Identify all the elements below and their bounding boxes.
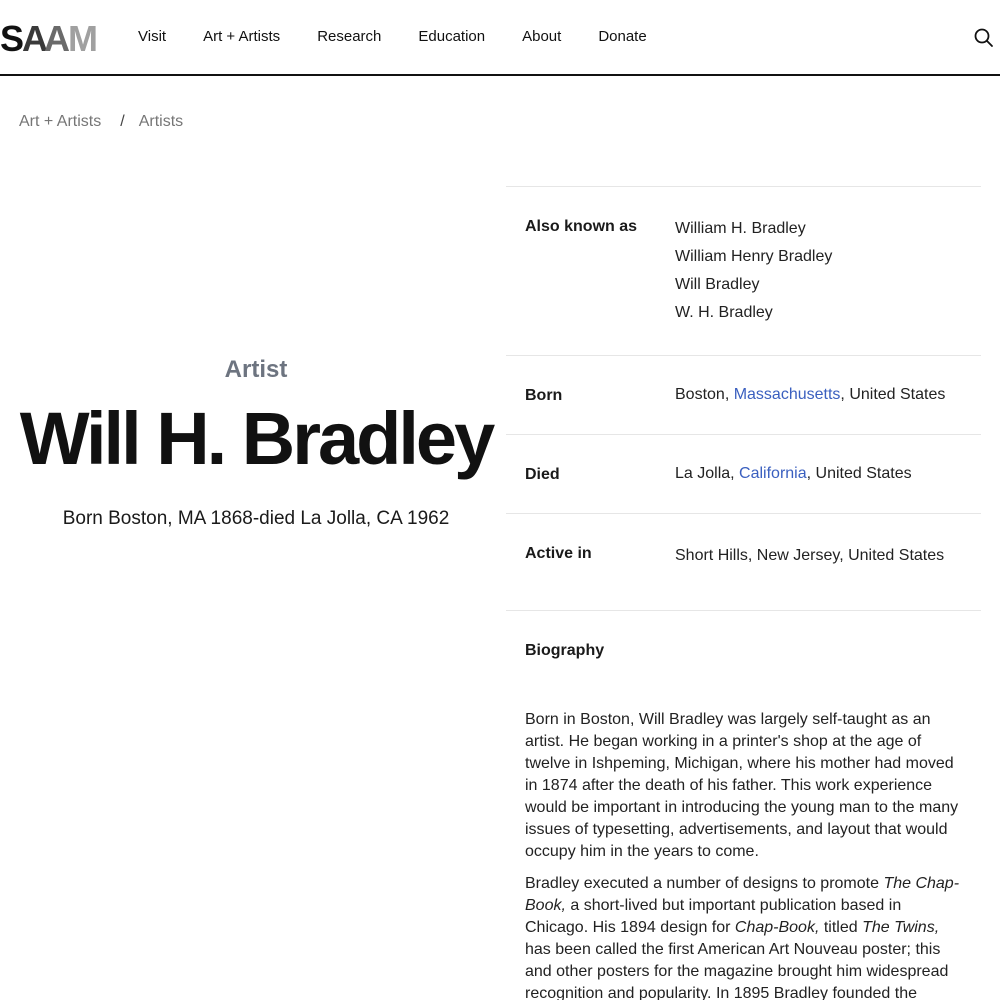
artist-details [506,186,981,1000]
breadcrumb-separator: / [120,113,125,130]
saam-logo-s: S [0,18,21,56]
born-country: , United States [840,386,946,403]
nav-education[interactable]: Education [418,28,486,45]
aka-item: Will Bradley [675,276,760,293]
died-city: La Jolla, [675,465,740,482]
died-row [506,434,981,513]
nav-donate[interactable]: Donate [598,28,647,45]
nav-art-artists[interactable]: Art + Artists [203,28,281,45]
bio-italic-title: The Chap-Book, [525,875,960,914]
bio-text-run: titled [819,919,863,936]
main-nav [138,26,684,48]
born-row [506,355,981,434]
artist-dates: Born Boston, MA 1868-died La Jolla, CA 1962 [62,508,450,529]
nav-research[interactable]: Research [317,28,382,45]
search-icon [972,26,996,50]
artist-hero [0,350,512,532]
saam-logo-mark [0,18,104,56]
aka-list [675,215,832,327]
born-city: Boston, [675,386,734,403]
biography-text [525,709,965,1000]
saam-logo-a2: A [44,18,66,56]
aka-item: W. H. Bradley [675,304,773,321]
born-value [675,381,945,409]
saam-logo[interactable] [0,18,104,56]
biography-row [506,610,981,1000]
nav-about[interactable]: About [522,28,562,45]
aka-label: Also known as [525,218,638,235]
aka-row [506,186,981,355]
born-label: Born [525,387,563,404]
bio-italic-title: Chap-Book, [734,919,820,936]
bio-text-run: has been called the first American Art Nouveau poster; this and other posters for the magazine brought him widespread recognition and popularity. In 1895 Bradley founded the [525,941,949,1000]
artist-kicker: Artist [224,356,288,383]
born-state-link[interactable]: Massachusetts [733,386,841,403]
died-country: , United States [806,465,912,482]
died-value [675,460,912,488]
aka-item: William H. Bradley [675,220,806,237]
active-label: Active in [525,545,592,562]
artist-name: Will H. Bradley [19,397,493,480]
aka-item: William Henry Bradley [675,248,833,265]
saam-logo-m: M [68,18,94,56]
active-value: Short Hills, New Jersey, United States [675,547,945,564]
active-row [506,513,981,610]
saam-logo-a1: A [22,18,44,56]
search-button[interactable] [972,26,996,50]
bio-text-run: Bradley executed a number of designs to promote [525,875,884,892]
biography-label: Biography [525,642,605,659]
biography-paragraph: Born in Boston, Will Bradley was largely self-taught as an artist. He began working in a printer's shop at the age of twelve in Ishpeming, Michigan, where his mother had moved in 1874 after the death of his father. This work experience would be important in introducing the young man to the many issues of typesetting, advertisements, and layout that would occupy him in the years to come. [525,711,959,860]
died-state-link[interactable]: California [739,465,807,482]
bio-italic-title: The Twins, [862,919,940,936]
breadcrumb-artists[interactable]: Artists [138,113,184,130]
breadcrumb-art-artists[interactable]: Art + Artists [19,113,102,130]
breadcrumb [19,112,183,132]
nav-visit[interactable]: Visit [138,28,167,45]
died-label: Died [525,466,560,483]
biography-paragraph [525,873,965,1000]
site-header [0,0,1000,76]
bio-text-run: a short-lived but important publication based in Chicago. His 1894 design for [525,897,902,936]
